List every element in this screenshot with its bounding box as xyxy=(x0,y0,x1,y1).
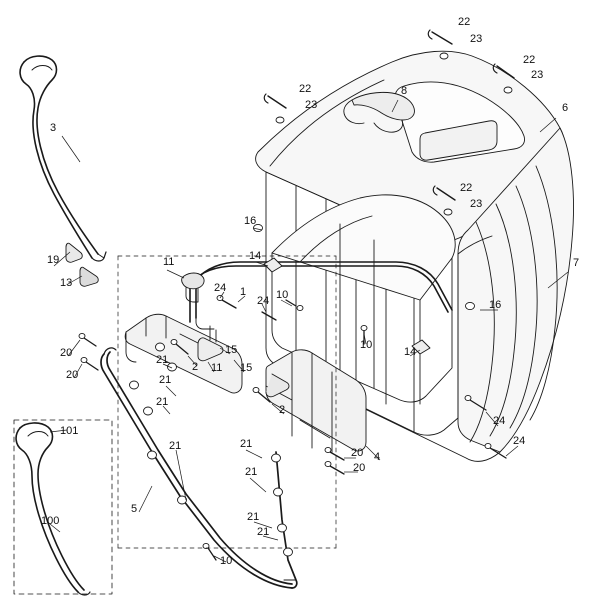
callout-2-lower: 2 xyxy=(279,404,286,416)
callout-22-top: 22 xyxy=(458,16,471,28)
callout-24-right: 24 xyxy=(493,415,506,427)
callout-2-upper: 2 xyxy=(192,361,199,373)
callout-100: 100 xyxy=(41,515,60,527)
callout-21-b: 21 xyxy=(159,374,172,386)
callout-7: 7 xyxy=(573,257,580,269)
callout-24-left: 24 xyxy=(214,282,227,294)
callout-14-lower: 14 xyxy=(404,346,417,358)
callout-15-upper: 15 xyxy=(225,344,238,356)
callout-22-upperleft: 22 xyxy=(299,83,312,95)
callout-16-left: 16 xyxy=(244,215,257,227)
callout-21-d: 21 xyxy=(169,440,182,452)
callout-21-a: 21 xyxy=(156,354,169,366)
callout-23-mid: 23 xyxy=(470,198,483,210)
callout-5: 5 xyxy=(131,503,138,515)
callout-13: 13 xyxy=(60,277,73,289)
callout-19: 19 xyxy=(47,254,60,266)
callout-101: 101 xyxy=(60,425,79,437)
callout-23-topright: 23 xyxy=(531,69,544,81)
callout-11-upper: 11 xyxy=(163,256,175,268)
callout-21-g: 21 xyxy=(247,511,260,523)
callout-16-right: 16 xyxy=(489,299,502,311)
callout-21-f: 21 xyxy=(245,466,258,478)
callout-24-center: 24 xyxy=(257,295,270,307)
callout-10-mid: 10 xyxy=(360,339,373,351)
callout-22-topright: 22 xyxy=(523,54,536,66)
callout-20-upperleft: 20 xyxy=(60,347,73,359)
callout-23-upperleft: 23 xyxy=(305,99,318,111)
callout-4: 4 xyxy=(374,451,381,463)
callout-20-center-lower: 20 xyxy=(353,462,366,474)
callout-15-lower: 15 xyxy=(240,362,253,374)
callout-11-lower: 11 xyxy=(211,362,223,374)
callout-20-center: 20 xyxy=(351,447,364,459)
callout-20-lowerleft: 20 xyxy=(66,369,79,381)
callout-24-bottomright: 24 xyxy=(513,435,526,447)
callout-6: 6 xyxy=(562,102,569,114)
callout-14-upper: 14 xyxy=(249,250,262,262)
callout-10-bottom: 10 xyxy=(220,555,233,567)
callout-21-e: 21 xyxy=(240,438,253,450)
callout-8: 8 xyxy=(401,85,408,97)
callout-1: 1 xyxy=(240,286,247,298)
callout-23-top: 23 xyxy=(470,33,483,45)
callout-3: 3 xyxy=(50,122,57,134)
callout-21-h: 21 xyxy=(257,526,270,538)
callout-22-mid: 22 xyxy=(460,182,473,194)
callout-10-upper: 10 xyxy=(276,289,289,301)
callout-21-c: 21 xyxy=(156,396,169,408)
